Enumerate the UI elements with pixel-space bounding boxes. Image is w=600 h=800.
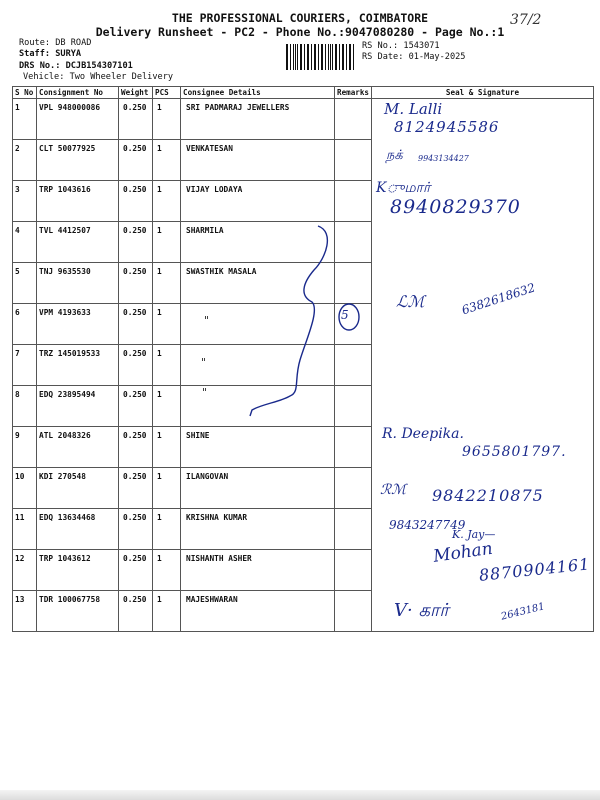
row-remarks: [335, 591, 372, 632]
sig3-scribble: Kுமார்: [376, 180, 431, 196]
row-signature-cell: [372, 386, 594, 427]
runsheet-table: [12, 86, 594, 632]
drs-number: DRS No.: DCJB154307101: [19, 61, 133, 71]
row-consignment-no: TDR 100067758: [37, 591, 119, 632]
row-pcs: 1: [153, 550, 181, 591]
row-signature-cell: [372, 222, 594, 263]
row-sno: 4: [13, 222, 37, 263]
row-weight: 0.250: [119, 468, 153, 509]
row-remarks: [335, 263, 372, 304]
row-remarks: [335, 550, 372, 591]
row-remarks: [335, 345, 372, 386]
row-consignee: [181, 304, 335, 345]
row-pcs: 1: [153, 591, 181, 632]
rs-number: RS No.: 1543071: [362, 41, 440, 51]
row-sno: 2: [13, 140, 37, 181]
row-sno: 13: [13, 591, 37, 632]
row-sno: 1: [13, 99, 37, 140]
row-pcs: 1: [153, 468, 181, 509]
row-signature-cell: [372, 181, 594, 222]
row-consignee: SWASTHIK MASALA: [181, 263, 335, 304]
row-consignment-no: CLT 50077925: [37, 140, 119, 181]
table-row: [13, 263, 594, 304]
sig6-scribble: ℒℳ: [396, 292, 425, 311]
row-sno: 8: [13, 386, 37, 427]
row-consignee: SHINE: [181, 427, 335, 468]
row-consignment-no: VPM 4193633: [37, 304, 119, 345]
row-pcs: 1: [153, 181, 181, 222]
row-weight: 0.250: [119, 345, 153, 386]
table-row: [13, 468, 594, 509]
row-sno: 10: [13, 468, 37, 509]
row-consignee: ILANGOVAN: [181, 468, 335, 509]
sig12-name: Mohan: [432, 538, 494, 567]
sig13-scribble: V· கார்: [394, 600, 449, 621]
row-consignment-no: EDQ 23895494: [37, 386, 119, 427]
table-row: [13, 99, 594, 140]
row-weight: 0.250: [119, 263, 153, 304]
row-remarks: [335, 468, 372, 509]
row-sno: 6: [13, 304, 37, 345]
row-consignee: SRI PADMARAJ JEWELLERS: [181, 99, 335, 140]
row-consignee: [181, 345, 335, 386]
sig3-phone: 8940829370: [390, 196, 521, 218]
row-consignee: VENKATESAN: [181, 140, 335, 181]
sig9-phone: 9655801797.: [462, 444, 567, 460]
row-signature-cell: [372, 591, 594, 632]
row-consignment-no: EDQ 13634468: [37, 509, 119, 550]
row-signature-cell: [372, 140, 594, 181]
row-weight: 0.250: [119, 304, 153, 345]
sig12-phone: 8870904161: [478, 554, 592, 585]
row-weight: 0.250: [119, 550, 153, 591]
row-remarks: [335, 99, 372, 140]
table-row: [13, 181, 594, 222]
col-header-consignee: Consignee Details: [181, 87, 335, 99]
barcode: [286, 44, 356, 70]
handwritten-page-mark: 37/2: [510, 12, 542, 28]
ditto-mark-row6: ": [204, 314, 210, 327]
row-signature-cell: [372, 263, 594, 304]
staff-label: Staff: SURYA: [19, 49, 82, 59]
col-header-consignment: Consignment No: [37, 87, 119, 99]
row-consignee: MAJESHWARAN: [181, 591, 335, 632]
row-sno: 9: [13, 427, 37, 468]
row-pcs: 1: [153, 386, 181, 427]
table-row: [13, 509, 594, 550]
table-row: [13, 591, 594, 632]
table-row: [13, 427, 594, 468]
row-consignment-no: ATL 2048326: [37, 427, 119, 468]
rs-date: RS Date: 01-May-2025: [362, 52, 466, 62]
row-signature-cell: [372, 304, 594, 345]
sig13-phone: 2643181: [500, 601, 546, 623]
row-pcs: 1: [153, 304, 181, 345]
circled-count: 5: [341, 308, 349, 322]
sig1-name: M. Lalli: [384, 100, 443, 118]
row-remarks: [335, 386, 372, 427]
row-weight: 0.250: [119, 386, 153, 427]
row-signature-cell: [372, 99, 594, 140]
sig6-phone: 6382618632: [460, 280, 537, 318]
row-consignment-no: TRP 1043616: [37, 181, 119, 222]
table-row: [13, 345, 594, 386]
vehicle-label: Vehicle: Two Wheeler Delivery: [23, 72, 174, 82]
col-header-sno: S No: [13, 87, 37, 99]
row-consignment-no: TVL 4412507: [37, 222, 119, 263]
row-remarks: [335, 427, 372, 468]
row-signature-cell: [372, 509, 594, 550]
sig10-phone: 9842210875: [432, 486, 544, 505]
row-pcs: 1: [153, 99, 181, 140]
row-remarks: [335, 140, 372, 181]
table-row: [13, 222, 594, 263]
row-consignment-no: VPL 948000086: [37, 99, 119, 140]
row-sno: 7: [13, 345, 37, 386]
row-consignment-no: TNJ 9635530: [37, 263, 119, 304]
row-pcs: 1: [153, 263, 181, 304]
table-row: [13, 140, 594, 181]
row-pcs: 1: [153, 140, 181, 181]
runsheet-subtitle: Delivery Runsheet - PC2 - Phone No.:9047080280 - Page No.:1: [95, 25, 505, 39]
sig1-phone: 8124945586: [394, 118, 500, 136]
row-remarks: [335, 509, 372, 550]
table-row: [13, 386, 594, 427]
row-sno: 11: [13, 509, 37, 550]
barcode-bar: [343, 44, 344, 70]
row-sno: 12: [13, 550, 37, 591]
row-pcs: 1: [153, 427, 181, 468]
ditto-mark-row8: ": [202, 386, 208, 399]
scan-edge: [0, 790, 600, 800]
row-consignee: NISHANTH ASHER: [181, 550, 335, 591]
row-pcs: 1: [153, 222, 181, 263]
row-weight: 0.250: [119, 222, 153, 263]
row-signature-cell: [372, 468, 594, 509]
sig11-phone: 9843247749: [389, 518, 466, 532]
col-header-weight: Weight: [119, 87, 153, 99]
row-remarks: [335, 304, 372, 345]
row-consignee: SHARMILA: [181, 222, 335, 263]
ditto-mark-row7: ": [201, 356, 207, 369]
row-consignment-no: TRP 1043612: [37, 550, 119, 591]
row-consignment-no: KDI 270548: [37, 468, 119, 509]
row-sno: 5: [13, 263, 37, 304]
sig10-scribble: ℛℳ: [380, 482, 407, 498]
row-signature-cell: [372, 345, 594, 386]
row-weight: 0.250: [119, 140, 153, 181]
col-header-remarks: Remarks: [335, 87, 372, 99]
row-consignment-no: TRZ 145019533: [37, 345, 119, 386]
row-consignee: [181, 386, 335, 427]
row-remarks: [335, 222, 372, 263]
row-pcs: 1: [153, 509, 181, 550]
row-sno: 3: [13, 181, 37, 222]
row-weight: 0.250: [119, 181, 153, 222]
row-weight: 0.250: [119, 591, 153, 632]
col-header-signature: Seal & Signature: [372, 87, 594, 99]
row-weight: 0.250: [119, 427, 153, 468]
sig2-phone: 9943134427: [418, 154, 469, 163]
barcode-bar: [325, 44, 326, 70]
sig9-name: R. Deepika.: [382, 426, 464, 442]
sig2-scribble: நக்: [386, 148, 403, 163]
barcode-bar: [293, 44, 294, 70]
table-row: [13, 550, 594, 591]
row-weight: 0.250: [119, 99, 153, 140]
row-pcs: 1: [153, 345, 181, 386]
row-signature-cell: [372, 550, 594, 591]
row-signature-cell: [372, 427, 594, 468]
row-remarks: [335, 181, 372, 222]
company-title: THE PROFESSIONAL COURIERS, COIMBATORE: [171, 11, 429, 25]
col-header-pcs: PCS: [153, 87, 181, 99]
row-consignee: VIJAY LODAYA: [181, 181, 335, 222]
row-consignee: KRISHNA KUMAR: [181, 509, 335, 550]
row-weight: 0.250: [119, 509, 153, 550]
sig11-scribble: K. Jay—: [452, 528, 496, 541]
table-row: [13, 304, 594, 345]
table-header-row: [13, 87, 594, 99]
barcode-bar: [308, 44, 309, 70]
route-label: Route: DB ROAD: [19, 38, 92, 48]
